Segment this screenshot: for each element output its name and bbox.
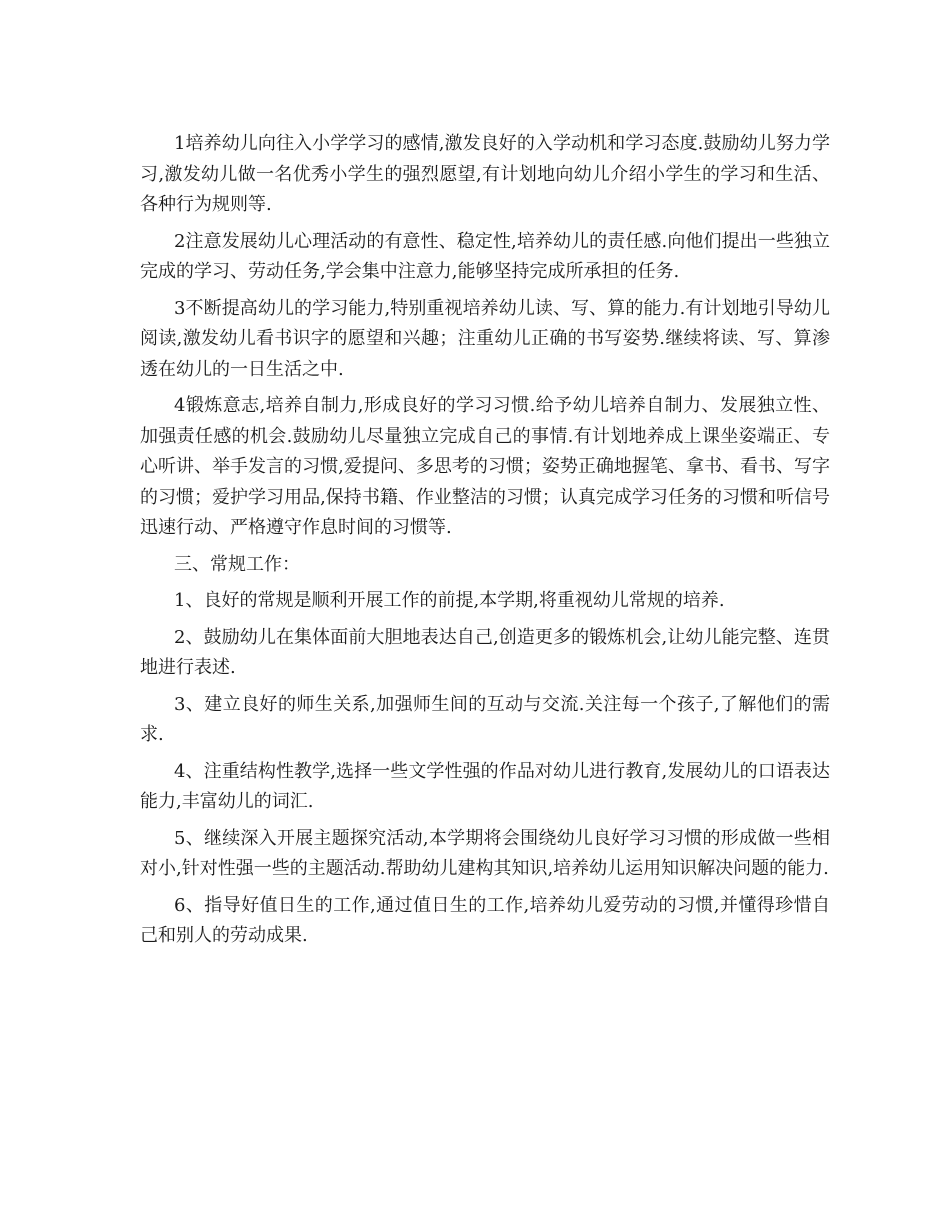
routine-item-5: 5、继续深入开展主题探究活动,本学期将会围绕幼儿良好学习习惯的形成做一些相对小,针对性强一些的主题活动.帮助幼儿建构其知识,培养幼儿运用知识解决问题的能力. (140, 827, 830, 879)
paragraph-1: 1培养幼儿向往入小学学习的感情,激发良好的入学动机和学习态度.鼓励幼儿努力学习,激发幼儿做一名优秀小学生的强烈愿望,有计划地向幼儿介绍小学生的学习和生活、各种行为规则等. (140, 133, 830, 215)
paragraph-4: 4锻炼意志,培养自制力,形成良好的学习习惯.给予幼儿培养自制力、发展独立性、加强责任感的机会.鼓励幼儿尽量独立完成自己的事情.有计划地养成上课坐姿端正、专心听讲、举手发言的习惯,爱提问、多思考的习惯；姿势正确地握笔、拿书、看书、写字的习惯；爱护学习用品,保持书籍、作业整洁的习惯；认真完成学习任务的习惯和听信号迅速行动、严格遵守作息时间的习惯等. (140, 395, 830, 538)
paragraph-2: 2注意发展幼儿心理活动的有意性、稳定性,培养幼儿的责任感.向他们提出一些独立完成的学习、劳动任务,学会集中注意力,能够坚持完成所承担的任务. (140, 230, 830, 282)
paragraph-3: 3不断提高幼儿的学习能力,特别重视培养幼儿读、写、算的能力.有计划地引导幼儿阅读,激发幼儿看书识字的愿望和兴趣；注重幼儿正确的书写姿势.继续将读、写、算渗透在幼儿的一日生活之中. (140, 297, 830, 380)
routine-item-6: 6、指导好值日生的工作,通过值日生的工作,培养幼儿爱劳动的习惯,并懂得珍惜自己和别人的劳动成果. (140, 894, 830, 946)
section-heading-routine-work: 三、常规工作： (174, 553, 300, 575)
routine-item-3: 3、建立良好的师生关系,加强师生间的互动与交流.关注每一个孩子,了解他们的需求. (140, 693, 830, 745)
routine-item-2: 2、鼓励幼儿在集体面前大胆地表达自己,创造更多的锻炼机会,让幼儿能完整、连贯地进行表述. (140, 626, 830, 678)
routine-item-4: 4、注重结构性教学,选择一些文学性强的作品对幼儿进行教育,发展幼儿的口语表达能力,丰富幼儿的词汇. (140, 760, 830, 812)
document-body (140, 129, 830, 958)
routine-item-1: 1、良好的常规是顺利开展工作的前提,本学期,将重视幼儿常规的培养. (174, 590, 725, 611)
